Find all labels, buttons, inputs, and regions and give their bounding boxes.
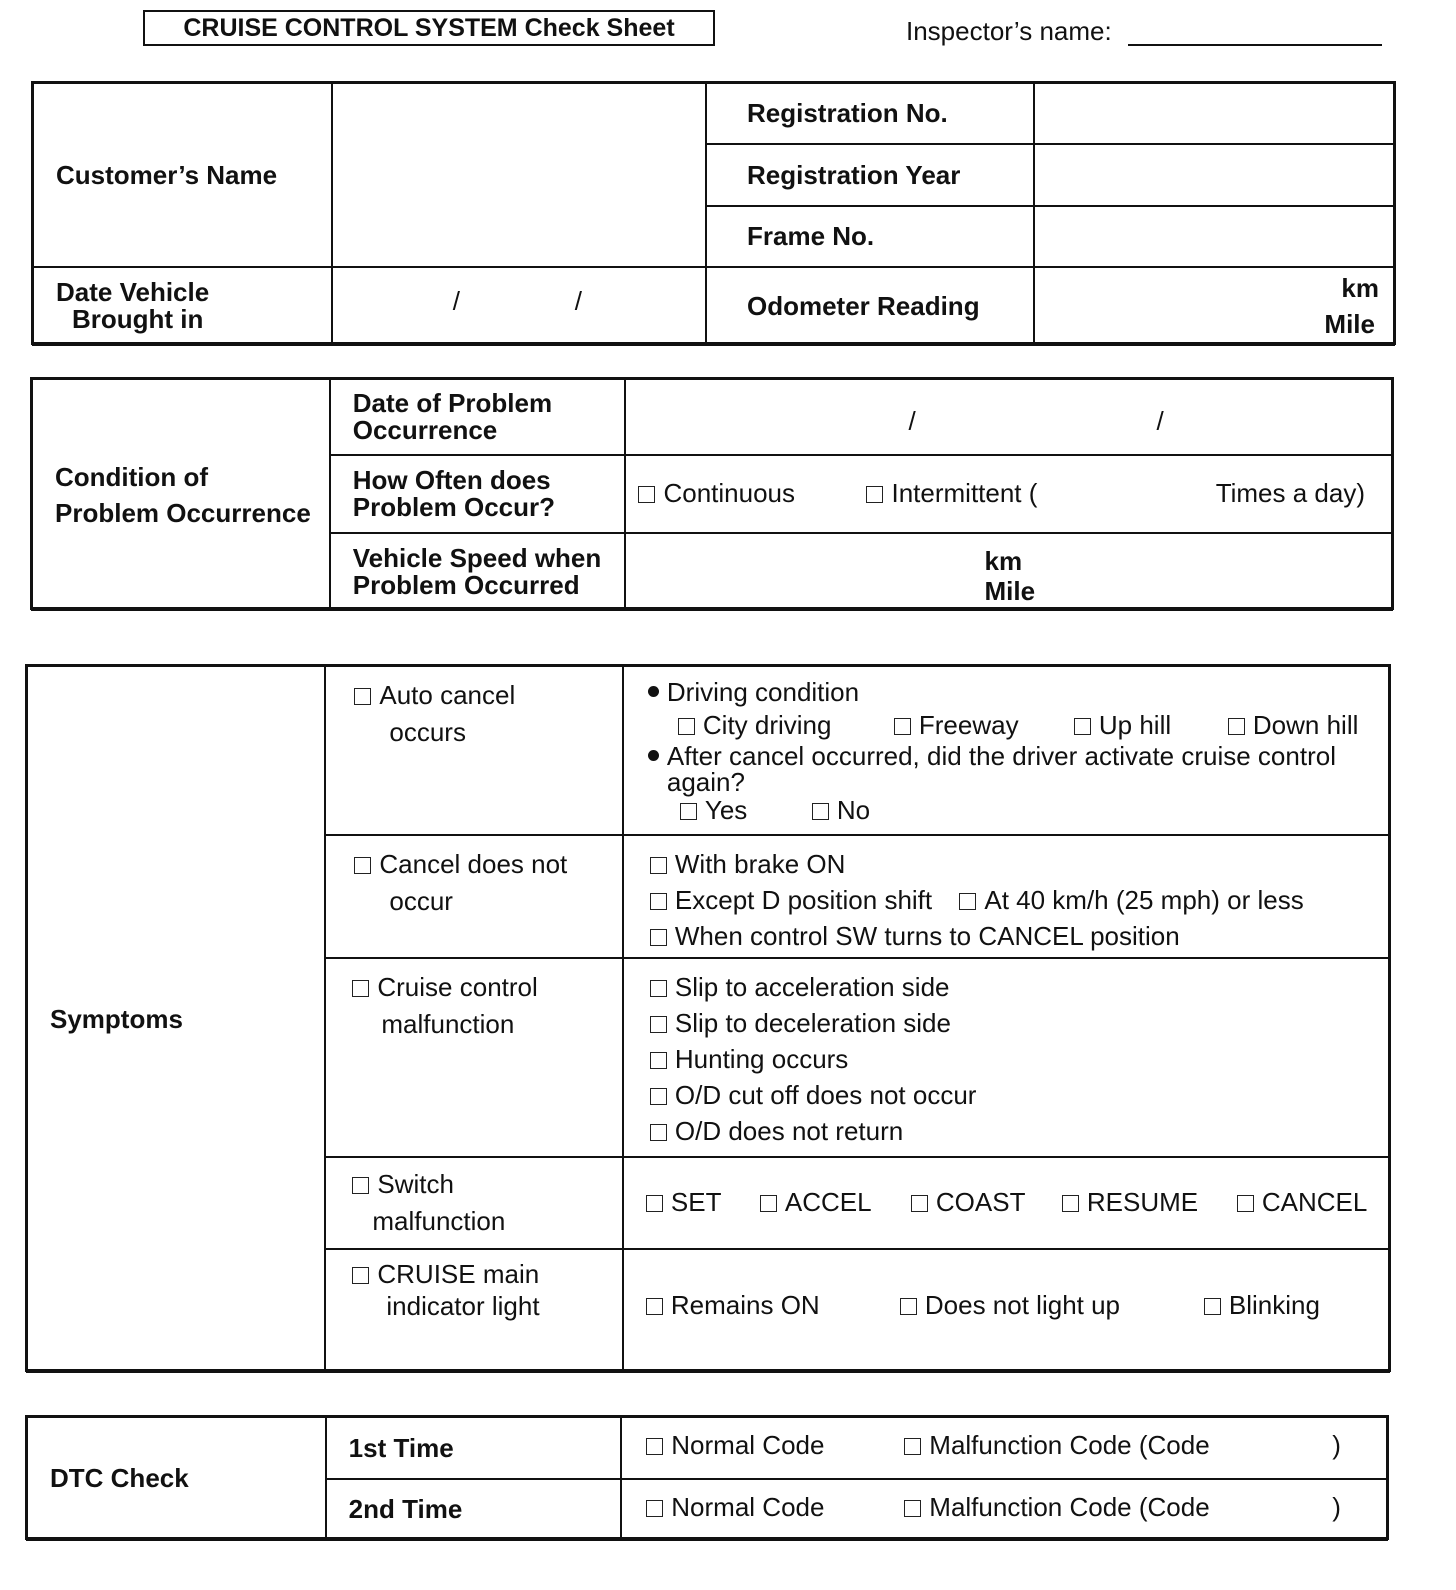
dtc-second-malfunction[interactable]: Malfunction Code (Code [904, 1492, 1209, 1522]
auto-cancel-cell [325, 666, 623, 835]
dtc-table [26, 1416, 1388, 1541]
cancel-not-occur-cell [325, 835, 623, 958]
auto-cancel-details [623, 666, 1389, 835]
odometer-unit-km: km [1341, 273, 1379, 303]
checkbox[interactable] [1204, 1298, 1221, 1315]
switch-malfunction-cell [325, 1157, 623, 1249]
speed-unit-km: km [984, 546, 1023, 576]
cruise-malfunction-label-line2: malfunction [381, 1009, 515, 1039]
indicator-options [623, 1249, 1389, 1372]
switch-coast[interactable]: COAST [911, 1187, 1026, 1217]
checkbox[interactable] [959, 893, 976, 910]
checkbox[interactable] [650, 980, 667, 997]
checkbox[interactable] [646, 1195, 663, 1212]
dtc-second-label: 2nd Time [326, 1479, 622, 1540]
frequency-label-line1: How Often does [352, 465, 551, 495]
frequency-continuous[interactable]: Continuous [638, 478, 795, 508]
registration-no-label: Registration No. [706, 83, 1034, 144]
option-brake-on[interactable]: With brake ON [650, 846, 846, 882]
checkbox[interactable] [646, 1438, 663, 1455]
date-brought-label-line2: Brought in [72, 304, 204, 334]
indicator-blinking[interactable]: Blinking [1204, 1290, 1320, 1320]
switch-set[interactable]: SET [646, 1187, 722, 1217]
switch-malfunction-label-line1: Switch [377, 1169, 454, 1199]
reactivate-question-line1: After cancel occurred, did the driver activate cruise control [666, 741, 1336, 771]
checkbox[interactable] [911, 1195, 928, 1212]
checkbox[interactable] [900, 1298, 917, 1315]
inspector-name-field[interactable] [1128, 44, 1382, 46]
cruise-malfunction-label-line1: Cruise control [377, 972, 538, 1002]
reactivate-question-line2: again? [666, 767, 745, 797]
dtc-second-close-paren: ) [1332, 1492, 1341, 1522]
date-brought-in-field[interactable] [332, 267, 706, 345]
auto-cancel-label-line1: Auto cancel [379, 680, 516, 710]
driving-city[interactable]: City driving [678, 710, 832, 741]
problem-date-label-line1: Date of Problem [352, 388, 553, 418]
frame-no-label: Frame No. [706, 206, 1034, 267]
speed-field[interactable] [625, 533, 1392, 610]
checkbox[interactable] [678, 718, 695, 735]
dtc-first-options [621, 1417, 1387, 1479]
odometer-unit-mile: Mile [1324, 309, 1375, 339]
checkbox[interactable] [904, 1500, 921, 1517]
frequency-intermittent[interactable]: Intermittent ( [866, 478, 1037, 508]
switch-cancel[interactable]: CANCEL [1237, 1187, 1367, 1217]
bullet-icon [648, 686, 659, 697]
symptoms-label: Symptoms [27, 666, 325, 1372]
checkbox[interactable] [650, 1016, 667, 1033]
checkbox[interactable] [650, 1052, 667, 1069]
odometer-field[interactable] [1034, 267, 1394, 345]
checkbox[interactable] [650, 1088, 667, 1105]
switch-options [623, 1157, 1389, 1249]
inspector-name-label: Inspector’s name: [906, 16, 1112, 46]
auto-cancel-label-line2: occurs [389, 717, 466, 747]
registration-no-field[interactable] [1034, 83, 1394, 144]
dtc-second-options [621, 1479, 1387, 1540]
form-title: CRUISE CONTROL SYSTEM Check Sheet [143, 10, 715, 46]
checkbox[interactable] [646, 1500, 663, 1517]
driving-uphill[interactable]: Up hill [1074, 710, 1171, 741]
registration-year-field[interactable] [1034, 144, 1394, 206]
dtc-check-label: DTC Check [27, 1417, 326, 1540]
registration-year-label: Registration Year [706, 144, 1034, 206]
checkbox[interactable] [1228, 718, 1245, 735]
checkbox[interactable] [1237, 1195, 1254, 1212]
cruise-malfunction-checkbox[interactable] [352, 980, 369, 997]
checkbox[interactable] [650, 893, 667, 910]
option-40kmh-or-less[interactable]: At 40 km/h (25 mph) or less [959, 882, 1303, 918]
reactivate-no[interactable]: No [812, 795, 870, 826]
switch-accel[interactable]: ACCEL [760, 1187, 872, 1217]
dtc-first-malfunction[interactable]: Malfunction Code (Code [904, 1430, 1209, 1460]
indicator-light-checkbox[interactable] [352, 1267, 369, 1284]
switch-malfunction-checkbox[interactable] [352, 1177, 369, 1194]
date-brought-label-line1: Date Vehicle [56, 277, 210, 307]
option-slip-accel[interactable]: Slip to acceleration side [650, 969, 950, 1005]
checkbox[interactable] [646, 1298, 663, 1315]
checkbox[interactable] [1062, 1195, 1079, 1212]
symptoms-table [26, 665, 1390, 1373]
driving-condition-heading: Driving condition [666, 677, 860, 707]
speed-label-line1: Vehicle Speed when [352, 542, 602, 573]
problem-date-separator-1: / [908, 406, 916, 436]
checkbox[interactable] [638, 486, 655, 503]
reactivate-yes[interactable]: Yes [680, 795, 747, 826]
dtc-first-close-paren: ) [1332, 1430, 1341, 1460]
indicator-light-cell [325, 1249, 623, 1372]
option-od-return[interactable]: O/D does not return [650, 1113, 903, 1149]
dtc-second-normal[interactable]: Normal Code [646, 1492, 824, 1522]
speed-label [330, 533, 626, 610]
frequency-options [625, 455, 1392, 533]
checkbox[interactable] [650, 857, 667, 874]
checkbox[interactable] [904, 1438, 921, 1455]
date-separator-1: / [452, 286, 460, 316]
auto-cancel-checkbox[interactable] [354, 688, 371, 705]
cruise-malfunction-cell [325, 958, 623, 1157]
dtc-first-normal[interactable]: Normal Code [646, 1430, 824, 1460]
bullet-icon [648, 750, 659, 761]
condition-label-line1: Condition of [55, 461, 209, 492]
option-slip-decel[interactable]: Slip to deceleration side [650, 1005, 951, 1041]
switch-malfunction-label-line2: malfunction [372, 1206, 506, 1236]
indicator-not-light-up[interactable]: Does not light up [900, 1290, 1120, 1320]
problem-date-label-line2: Occurrence [352, 415, 498, 445]
checkbox[interactable] [650, 929, 667, 946]
problem-date-separator-2: / [1156, 406, 1164, 436]
problem-date-label [330, 379, 626, 455]
dtc-first-label: 1st Time [326, 1417, 622, 1479]
customer-name-field[interactable] [332, 83, 706, 267]
speed-label-line2: Problem Occurred [352, 569, 580, 600]
cancel-not-occur-checkbox[interactable] [354, 857, 371, 874]
frequency-label-line2: Problem Occur? [352, 492, 556, 522]
date-brought-in-label [33, 267, 332, 345]
option-except-d-shift[interactable]: Except D position shift [650, 882, 932, 918]
customer-name-label: Customer’s Name [33, 83, 332, 267]
checkbox[interactable] [680, 803, 697, 820]
problem-date-field[interactable] [625, 379, 1392, 455]
times-a-day-label: Times a day) [1215, 478, 1365, 508]
frame-no-field[interactable] [1034, 206, 1394, 267]
option-hunting[interactable]: Hunting occurs [650, 1041, 848, 1077]
checkbox[interactable] [866, 486, 883, 503]
date-separator-2: / [574, 286, 582, 316]
switch-resume[interactable]: RESUME [1062, 1187, 1198, 1217]
option-control-sw-cancel[interactable]: When control SW turns to CANCEL position [650, 918, 1180, 954]
condition-table [31, 378, 1393, 611]
driving-downhill[interactable]: Down hill [1228, 710, 1359, 741]
cancel-not-occur-label-line1: Cancel does not [379, 849, 568, 879]
vehicle-info-table [32, 82, 1395, 346]
indicator-light-label-line2: indicator light [386, 1291, 540, 1321]
speed-unit-mile: Mile [984, 576, 1036, 606]
condition-section-label [32, 379, 330, 610]
checkbox[interactable] [1074, 718, 1091, 735]
indicator-light-label-line1: CRUISE main [377, 1259, 540, 1289]
condition-label-line2: Problem Occurrence [55, 497, 311, 528]
cruise-malfunction-options [623, 958, 1389, 1157]
odometer-label: Odometer Reading [706, 267, 1034, 345]
checkbox[interactable] [650, 1124, 667, 1141]
indicator-remains-on[interactable]: Remains ON [646, 1290, 820, 1320]
checkbox[interactable] [760, 1195, 777, 1212]
frequency-label [330, 455, 626, 533]
cancel-not-occur-label-line2: occur [389, 886, 453, 916]
checkbox[interactable] [812, 803, 829, 820]
cancel-not-occur-options [623, 835, 1389, 958]
checkbox[interactable] [894, 718, 911, 735]
driving-freeway[interactable]: Freeway [894, 710, 1019, 741]
option-od-cutoff[interactable]: O/D cut off does not occur [650, 1077, 977, 1113]
